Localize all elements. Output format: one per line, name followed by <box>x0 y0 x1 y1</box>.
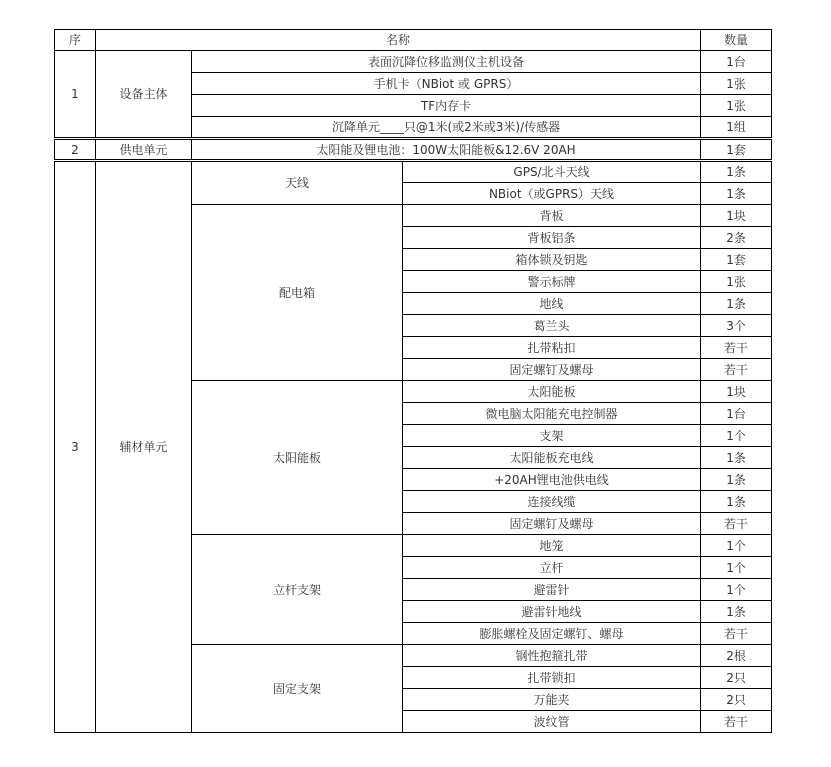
item-qty: 1条 <box>701 469 772 491</box>
item-qty: 1条 <box>701 183 772 205</box>
table-row <box>55 139 772 161</box>
item-name: 微电脑太阳能充电控制器 <box>403 403 701 425</box>
header-qty: 数量 <box>701 30 772 51</box>
item-name: 箱体锁及钥匙 <box>403 249 701 271</box>
item-qty: 2根 <box>701 645 772 667</box>
subgroup-name: 固定支架 <box>192 645 403 733</box>
table-header-row <box>55 30 772 51</box>
item-name: 避雷针地线 <box>403 601 701 623</box>
item-qty: 若干 <box>701 513 772 535</box>
item-qty: 1台 <box>701 51 772 73</box>
item-name: 葛兰头 <box>403 315 701 337</box>
item-qty: 1张 <box>701 271 772 293</box>
item-qty: 1张 <box>701 73 772 95</box>
item-name: 手机卡（NBiot 或 GPRS） <box>192 73 701 95</box>
item-name: 背板 <box>403 205 701 227</box>
item-qty: 1个 <box>701 579 772 601</box>
item-qty: 1条 <box>701 447 772 469</box>
item-qty: 1块 <box>701 381 772 403</box>
item-name: 固定螺钉及螺母 <box>403 359 701 381</box>
item-qty: 若干 <box>701 337 772 359</box>
group-seq: 3 <box>55 161 96 733</box>
item-name: 表面沉降位移监测仪主机设备 <box>192 51 701 73</box>
item-qty: 1套 <box>701 249 772 271</box>
item-qty: 1个 <box>701 425 772 447</box>
subgroup-name: 太阳能板 <box>192 381 403 535</box>
item-qty: 若干 <box>701 359 772 381</box>
item-qty: 若干 <box>701 711 772 733</box>
group-category: 辅材单元 <box>96 161 192 733</box>
item-name: 固定螺钉及螺母 <box>403 513 701 535</box>
item-qty: 1个 <box>701 557 772 579</box>
item-name: 扎带锁扣 <box>403 667 701 689</box>
header-name: 名称 <box>96 30 701 51</box>
item-name: 连接线缆 <box>403 491 701 513</box>
item-name: 地线 <box>403 293 701 315</box>
item-qty: 1张 <box>701 95 772 117</box>
item-name: 膨胀螺栓及固定螺钉、螺母 <box>403 623 701 645</box>
group-category: 供电单元 <box>96 139 192 161</box>
item-name: TF内存卡 <box>192 95 701 117</box>
item-qty: 1台 <box>701 403 772 425</box>
item-name: 波纹管 <box>403 711 701 733</box>
item-name: GPS/北斗天线 <box>403 161 701 183</box>
group-seq: 2 <box>55 139 96 161</box>
item-qty: 1组 <box>701 117 772 139</box>
item-name: NBiot（或GPRS）天线 <box>403 183 701 205</box>
subgroup-name: 天线 <box>192 161 403 205</box>
item-name: 扎带粘扣 <box>403 337 701 359</box>
item-name: 太阳能及锂电池：100W太阳能板&12.6V 20AH <box>192 139 701 161</box>
item-name: 太阳能板充电线 <box>403 447 701 469</box>
item-name: 太阳能板 <box>403 381 701 403</box>
item-qty: 2只 <box>701 689 772 711</box>
item-name: 避雷针 <box>403 579 701 601</box>
item-qty: 1条 <box>701 491 772 513</box>
item-qty: 1条 <box>701 161 772 183</box>
item-name: 警示标牌 <box>403 271 701 293</box>
item-name: 万能夹 <box>403 689 701 711</box>
item-name: +20AH锂电池供电线 <box>403 469 701 491</box>
item-qty: 1个 <box>701 535 772 557</box>
item-qty: 1条 <box>701 293 772 315</box>
item-name: 沉降单元____只@1米(或2米或3米)/传感器 <box>192 117 701 139</box>
table-row <box>55 161 772 183</box>
item-name: 支架 <box>403 425 701 447</box>
item-qty: 1条 <box>701 601 772 623</box>
subgroup-name: 立杆支架 <box>192 535 403 645</box>
item-qty: 2条 <box>701 227 772 249</box>
item-name: 立杆 <box>403 557 701 579</box>
equipment-list-table <box>54 29 772 733</box>
item-qty: 1套 <box>701 139 772 161</box>
item-qty: 3个 <box>701 315 772 337</box>
table-row <box>55 51 772 73</box>
item-name: 背板铝条 <box>403 227 701 249</box>
item-qty: 若干 <box>701 623 772 645</box>
group-seq: 1 <box>55 51 96 139</box>
item-name: 钢性抱箍扎带 <box>403 645 701 667</box>
header-seq: 序 <box>55 30 96 51</box>
item-qty: 1块 <box>701 205 772 227</box>
subgroup-name: 配电箱 <box>192 205 403 381</box>
item-qty: 2只 <box>701 667 772 689</box>
item-name: 地笼 <box>403 535 701 557</box>
group-category: 设备主体 <box>96 51 192 139</box>
